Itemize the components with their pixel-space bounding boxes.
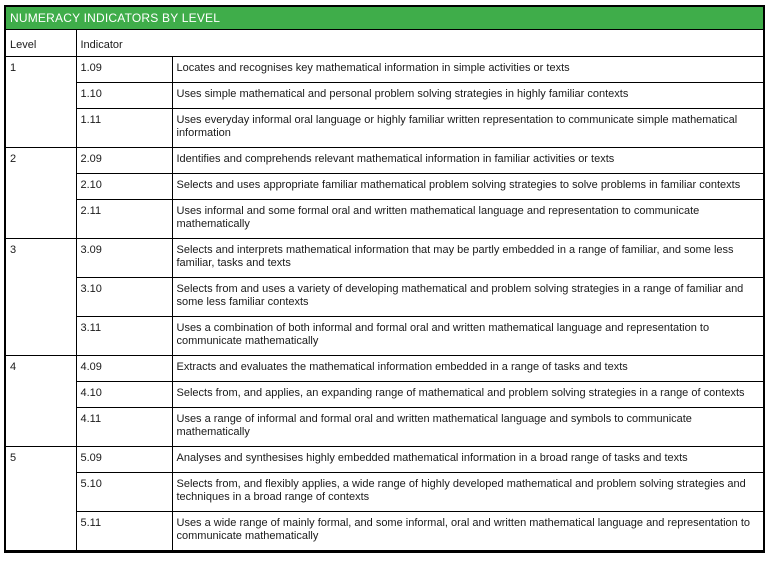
indicator-description-cell: Uses a wide range of mainly formal, and some informal, oral and written mathematical language and representation to communicate mathematically (172, 512, 764, 552)
column-header-indicator: Indicator (76, 30, 764, 57)
indicator-description-cell: Uses a range of informal and formal oral and written mathematical language and symbols to communicate mathematically (172, 408, 764, 447)
indicator-description-cell: Uses everyday informal oral language or highly familiar written representation to communicate simple mathematical information (172, 109, 764, 148)
indicator-description-cell: Identifies and comprehends relevant mathematical information in familiar activities or texts (172, 148, 764, 174)
title-row (5, 6, 764, 30)
indicator-row (5, 83, 764, 109)
indicator-description-cell: Uses a combination of both informal and formal oral and written mathematical language and representation to communicate mathematically (172, 317, 764, 356)
indicator-row (5, 109, 764, 148)
indicator-row (5, 408, 764, 447)
indicator-description-cell: Selects from and uses a variety of developing mathematical and problem solving strategies in a range of familiar and some less familiar contexts (172, 278, 764, 317)
indicator-row (5, 356, 764, 382)
indicator-row (5, 239, 764, 278)
level-cell: 5 (5, 447, 76, 552)
indicator-code-cell: 5.11 (76, 512, 172, 552)
indicator-row (5, 57, 764, 83)
indicator-row (5, 174, 764, 200)
indicator-row (5, 447, 764, 473)
column-header-row (5, 30, 764, 57)
indicator-code-cell: 1.11 (76, 109, 172, 148)
indicator-row (5, 512, 764, 552)
indicator-code-cell: 2.09 (76, 148, 172, 174)
indicator-row (5, 200, 764, 239)
indicator-code-cell: 4.11 (76, 408, 172, 447)
column-header-level: Level (5, 30, 76, 57)
level-cell: 4 (5, 356, 76, 447)
indicator-code-cell: 3.09 (76, 239, 172, 278)
indicator-row (5, 317, 764, 356)
indicator-description-cell: Selects and uses appropriate familiar mathematical problem solving strategies to solve problems in familiar contexts (172, 174, 764, 200)
indicator-description-cell: Analyses and synthesises highly embedded mathematical information in a broad range of tasks and texts (172, 447, 764, 473)
numeracy-indicators-table (4, 5, 765, 553)
indicator-code-cell: 1.10 (76, 83, 172, 109)
indicator-row (5, 473, 764, 512)
level-cell: 3 (5, 239, 76, 356)
indicator-code-cell: 4.10 (76, 382, 172, 408)
indicator-description-cell: Uses simple mathematical and personal problem solving strategies in highly familiar contexts (172, 83, 764, 109)
indicator-description-cell: Selects from, and applies, an expanding range of mathematical and problem solving strategies in a range of contexts (172, 382, 764, 408)
indicator-code-cell: 2.11 (76, 200, 172, 239)
indicator-code-cell: 2.10 (76, 174, 172, 200)
indicator-code-cell: 1.09 (76, 57, 172, 83)
indicator-description-cell: Uses informal and some formal oral and written mathematical language and representation to communicate mathematically (172, 200, 764, 239)
indicator-description-cell: Selects from, and flexibly applies, a wide range of highly developed mathematical and problem solving strategies and techniques in a broad range of contexts (172, 473, 764, 512)
indicator-description-cell: Locates and recognises key mathematical information in simple activities or texts (172, 57, 764, 83)
indicator-code-cell: 3.11 (76, 317, 172, 356)
indicator-description-cell: Selects and interprets mathematical information that may be partly embedded in a range of familiar, and some less familiar, tasks and texts (172, 239, 764, 278)
indicator-row (5, 382, 764, 408)
indicator-code-cell: 5.10 (76, 473, 172, 512)
indicator-row (5, 278, 764, 317)
indicator-code-cell: 3.10 (76, 278, 172, 317)
table-title: NUMERACY INDICATORS BY LEVEL (5, 6, 764, 30)
indicator-code-cell: 4.09 (76, 356, 172, 382)
indicator-code-cell: 5.09 (76, 447, 172, 473)
level-cell: 1 (5, 57, 76, 148)
indicator-row (5, 148, 764, 174)
indicator-description-cell: Extracts and evaluates the mathematical information embedded in a range of tasks and texts (172, 356, 764, 382)
level-cell: 2 (5, 148, 76, 239)
